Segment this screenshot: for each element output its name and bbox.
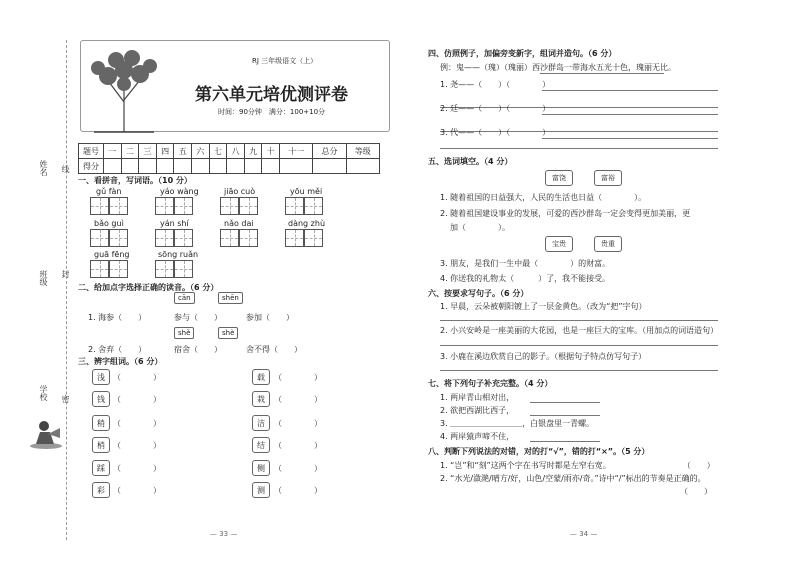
- answer-line[interactable]: [440, 148, 718, 149]
- score-header-cell: 一: [104, 144, 122, 159]
- pinyin: nǎo dai: [224, 219, 254, 228]
- q2-item-5: 宿舍（ ）: [174, 345, 222, 354]
- pinyin: sōng ruǎn: [158, 250, 199, 259]
- binding-line: [66, 40, 68, 540]
- char-box[interactable]: [109, 260, 128, 278]
- char-box[interactable]: [109, 197, 128, 215]
- word-option: 富裕: [594, 170, 622, 186]
- q2-title: 二、给加点字选择正确的读音。（6 分）: [78, 283, 219, 292]
- q7-item-2: 2. 欲把西湖比西子，: [440, 406, 515, 415]
- pinyin-option: shè: [218, 327, 238, 339]
- score-header-cell: 六: [192, 144, 210, 159]
- q2-item-2: 参与（ ）: [174, 313, 222, 322]
- char-box[interactable]: [90, 197, 109, 215]
- score-header-cell: 二: [121, 144, 139, 159]
- score-header-cell: 七: [209, 144, 227, 159]
- char-box[interactable]: [174, 260, 193, 278]
- score-header-cell: 等级: [346, 144, 379, 159]
- score-cell[interactable]: [346, 159, 379, 174]
- q2-item-4: 2. 舍弃（ ）: [88, 345, 147, 354]
- char-box[interactable]: [155, 260, 174, 278]
- margin-mark-feng: 封: [61, 270, 70, 278]
- score-header-cell: 三: [139, 144, 157, 159]
- char-scroll: 稍: [92, 415, 110, 431]
- margin-mark-xian: 线: [61, 165, 70, 173]
- score-header-cell: 九: [244, 144, 262, 159]
- char-box[interactable]: [155, 229, 174, 247]
- q4-example: 例：鬼——（瑰）（瑰丽）西沙群岛一带海水五光十色，瑰丽无比。: [440, 63, 676, 72]
- char-box[interactable]: [155, 197, 174, 215]
- q2-item-3: 参加（ ）: [246, 313, 294, 322]
- score-cell[interactable]: [313, 159, 346, 174]
- word-blank[interactable]: （ ）: [113, 395, 161, 404]
- char-scroll: 浅: [92, 369, 110, 385]
- q8-title: 八、判断下列说法的对错，对的打“√”，错的打“×”。（5 分）: [428, 447, 650, 456]
- char-scroll: 侧: [252, 460, 270, 476]
- q8-statement-1: 1. “岂”和“刻”这两个字在书写时都是左窄右宽。 （ ）: [440, 461, 715, 470]
- score-cell[interactable]: [139, 159, 157, 174]
- char-box[interactable]: [285, 197, 304, 215]
- pinyin: yán shí: [160, 219, 189, 228]
- pinyin: yáo wàng: [160, 187, 199, 196]
- score-cell[interactable]: [262, 159, 280, 174]
- tree-illustration: [84, 42, 164, 134]
- char-box[interactable]: [220, 229, 239, 247]
- q5-sentence-3: 3. 朋友，是我们一生中最（ ）的财富。: [440, 259, 611, 268]
- word-blank[interactable]: （ ）: [113, 373, 161, 382]
- word-blank[interactable]: （ ）: [113, 419, 161, 428]
- word-blank[interactable]: （ ）: [274, 464, 322, 473]
- margin-mark-mi: 密: [61, 395, 70, 403]
- word-blank[interactable]: （ ）: [274, 395, 322, 404]
- q2-item-1: 1. 海参（ ）: [88, 313, 147, 322]
- char-scroll: 结: [252, 437, 270, 453]
- q4-item-3: 3. 代——（ ）（ ）: [440, 128, 551, 137]
- char-scroll: 洁: [252, 415, 270, 431]
- word-blank[interactable]: （ ）: [113, 486, 161, 495]
- answer-line[interactable]: [530, 415, 600, 416]
- pinyin: yōu měi: [290, 187, 323, 196]
- q2-item-6: 舍不得（ ）: [246, 345, 302, 354]
- char-box[interactable]: [174, 197, 193, 215]
- q6-sentence-3: 3. 小鹿在溪边欣赏自己的影子。（根据句子特点仿写句子）: [440, 352, 647, 361]
- score-header-cell: 五: [174, 144, 192, 159]
- word-option: 宝贵: [545, 236, 573, 252]
- answer-line[interactable]: [440, 320, 718, 321]
- score-cell[interactable]: [192, 159, 210, 174]
- pinyin-option: cān: [174, 292, 195, 304]
- pinyin: bǎo guì: [94, 219, 124, 228]
- answer-line[interactable]: [542, 90, 718, 91]
- score-cell[interactable]: [244, 159, 262, 174]
- score-header-cell: 四: [156, 144, 174, 159]
- page-title: 第六单元培优测评卷: [195, 85, 348, 105]
- score-cell[interactable]: [174, 159, 192, 174]
- score-header-cell: 十: [262, 144, 280, 159]
- q3-title: 三、辨字组词。（6 分）: [78, 357, 163, 366]
- score-header-cell: 八: [227, 144, 245, 159]
- score-table: [78, 143, 380, 174]
- page-number-right: — 34 —: [570, 530, 598, 538]
- q8-answer-blank[interactable]: （ ）: [680, 487, 712, 496]
- q5-sentence-4: 4. 你送我的礼物太（ ）了，我不能接受。: [440, 274, 611, 283]
- char-scroll: 踩: [92, 460, 110, 476]
- pinyin: gǔ fàn: [96, 187, 122, 196]
- char-scroll: 梢: [92, 437, 110, 453]
- answer-line[interactable]: [440, 370, 718, 371]
- series-label: RJ 三年级语文（上）: [252, 57, 318, 65]
- score-cell[interactable]: [209, 159, 227, 174]
- q4-title: 四、仿照例子，加偏旁变新字，组词并造句。（6 分）: [428, 49, 617, 58]
- char-scroll: 载: [252, 369, 270, 385]
- char-scroll: 测: [252, 482, 270, 498]
- q7-item-1: 1. 两岸青山相对出，: [440, 393, 515, 402]
- word-blank[interactable]: （ ）: [274, 373, 322, 382]
- q8-statement-2: 2. “水光/潋滟/晴方/好，山色/空蒙/雨亦/奇。”诗中“/”标出的节奏是正确的。: [440, 474, 706, 483]
- q7-title: 七、将下列句子补充完整。（4 分）: [428, 379, 553, 388]
- score-row-label: 得分: [79, 159, 104, 174]
- word-blank[interactable]: （ ）: [274, 419, 322, 428]
- char-box[interactable]: [304, 197, 323, 215]
- word-option: 富饶: [545, 170, 573, 186]
- word-blank[interactable]: （ ）: [274, 486, 322, 495]
- score-cell[interactable]: [227, 159, 245, 174]
- pinyin: dàng zhù: [288, 219, 326, 228]
- pinyin: jiāo cuò: [224, 187, 256, 196]
- char-box[interactable]: [90, 229, 109, 247]
- score-cell[interactable]: [104, 159, 122, 174]
- char-box[interactable]: [109, 229, 128, 247]
- char-box[interactable]: [239, 197, 258, 215]
- class-label: 班级: [39, 270, 48, 286]
- score-header-cell: 总分: [313, 144, 346, 159]
- char-scroll: 钱: [92, 391, 110, 407]
- reader-illustration: [28, 418, 64, 450]
- char-box[interactable]: [90, 260, 109, 278]
- char-box[interactable]: [239, 229, 258, 247]
- score-cell[interactable]: [121, 159, 139, 174]
- q5-sentence-2a: 2. 随着祖国建设事业的发展，可爱的西沙群岛一定会变得更加美丽，更: [440, 209, 691, 218]
- pinyin-option: shēn: [218, 292, 243, 304]
- score-cell[interactable]: [156, 159, 174, 174]
- q6-sentence-2: 2. 小兴安岭是一座美丽的大花园，也是一座巨大的宝库。（用加点的词语造句）: [440, 326, 719, 335]
- name-label: 姓名: [39, 160, 48, 176]
- q4-item-2: 2. 廷——（ ）（ ）: [440, 104, 551, 113]
- answer-line[interactable]: [530, 441, 600, 442]
- q1-title: 一、看拼音，写词语。（10 分）: [78, 176, 192, 185]
- q5-title: 五、选词填空。（4 分）: [428, 157, 513, 166]
- word-blank[interactable]: （ ）: [113, 441, 161, 450]
- q7-item-3: 3. ＿＿＿＿＿＿＿＿＿，白银盘里一青螺。: [440, 419, 595, 428]
- char-box[interactable]: [174, 229, 193, 247]
- pinyin-option: shě: [174, 327, 194, 339]
- page-subtitle: 时间：90分钟 满分：100+10分: [218, 108, 326, 116]
- char-box[interactable]: [304, 229, 323, 247]
- answer-line[interactable]: [542, 138, 718, 139]
- q6-title: 六、按要求写句子。（6 分）: [428, 289, 529, 298]
- word-blank[interactable]: （ ）: [274, 441, 322, 450]
- page-number-left: — 33 —: [210, 530, 238, 538]
- score-header-cell: 题号: [79, 144, 104, 159]
- example-underline: [540, 73, 664, 74]
- q4-item-1: 1. 尧——（ ）（ ）: [440, 80, 551, 89]
- char-scroll: 彩: [92, 482, 110, 498]
- score-header-cell: 十一: [280, 144, 313, 159]
- answer-line[interactable]: [542, 114, 718, 115]
- school-label: 学校: [39, 385, 48, 401]
- q7-item-4: 4. 两岸猿声啼不住，: [440, 432, 515, 441]
- char-box[interactable]: [220, 197, 239, 215]
- word-blank[interactable]: （ ）: [113, 464, 161, 473]
- score-cell[interactable]: [280, 159, 313, 174]
- char-scroll: 栽: [252, 391, 270, 407]
- q6-sentence-1: 1. 早晨，云朵被朝阳镀上了一层金黄色。（改为“把”字句）: [440, 302, 647, 311]
- answer-line[interactable]: [530, 402, 600, 403]
- pinyin: guā fēng: [94, 250, 130, 259]
- q5-sentence-1: 1. 随着祖国的日益强大，人民的生活也日益（ ）。: [440, 193, 647, 202]
- word-option: 贵重: [594, 236, 622, 252]
- q5-sentence-2b: 加（ ）。: [450, 223, 510, 232]
- char-box[interactable]: [285, 229, 304, 247]
- answer-line[interactable]: [440, 345, 718, 346]
